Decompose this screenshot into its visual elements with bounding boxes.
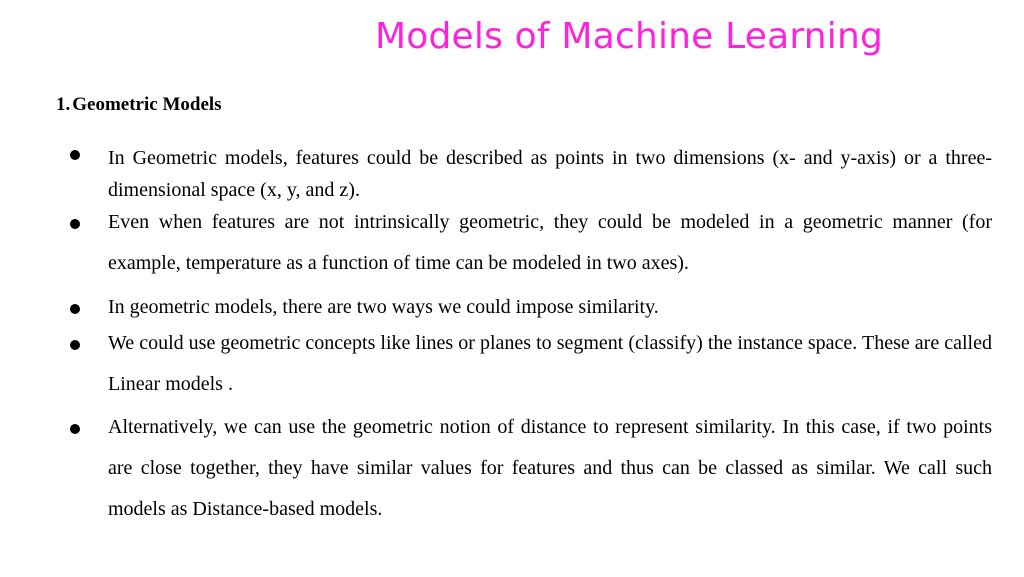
bullet-icon bbox=[70, 150, 80, 160]
section-heading-text: Geometric Models bbox=[72, 94, 222, 115]
bullet-icon bbox=[70, 304, 80, 314]
section-number: 1. bbox=[56, 94, 71, 115]
bullet-icon bbox=[70, 340, 80, 350]
bullet-icon bbox=[70, 219, 80, 229]
slide-title: Models of Machine Learning bbox=[375, 16, 884, 57]
bullet-icon bbox=[70, 424, 80, 434]
section-heading bbox=[56, 93, 222, 117]
bullet-text: In Geometric models, features could be described as points in two dimensions (x- and y-axis) or a three-dimensional space (x, y, and z). bbox=[108, 147, 992, 201]
bullet-text: Alternatively, we can use the geometric notion of distance to represent similarity. In this case, if two points are close together, they have similar values for features and thus can be classed as similar. We call such models as Distance-based models. bbox=[108, 416, 992, 520]
bullet-text: In geometric models, there are two ways we could impose similarity. bbox=[108, 296, 659, 318]
bullet-text: Even when features are not intrinsically geometric, they could be modeled in a geometric manner (for example, temperature as a function of time can be modeled in two axes). bbox=[108, 211, 992, 274]
bullet-text: We could use geometric concepts like lines or planes to segment (classify) the instance space. These are called Linear models . bbox=[108, 332, 992, 395]
